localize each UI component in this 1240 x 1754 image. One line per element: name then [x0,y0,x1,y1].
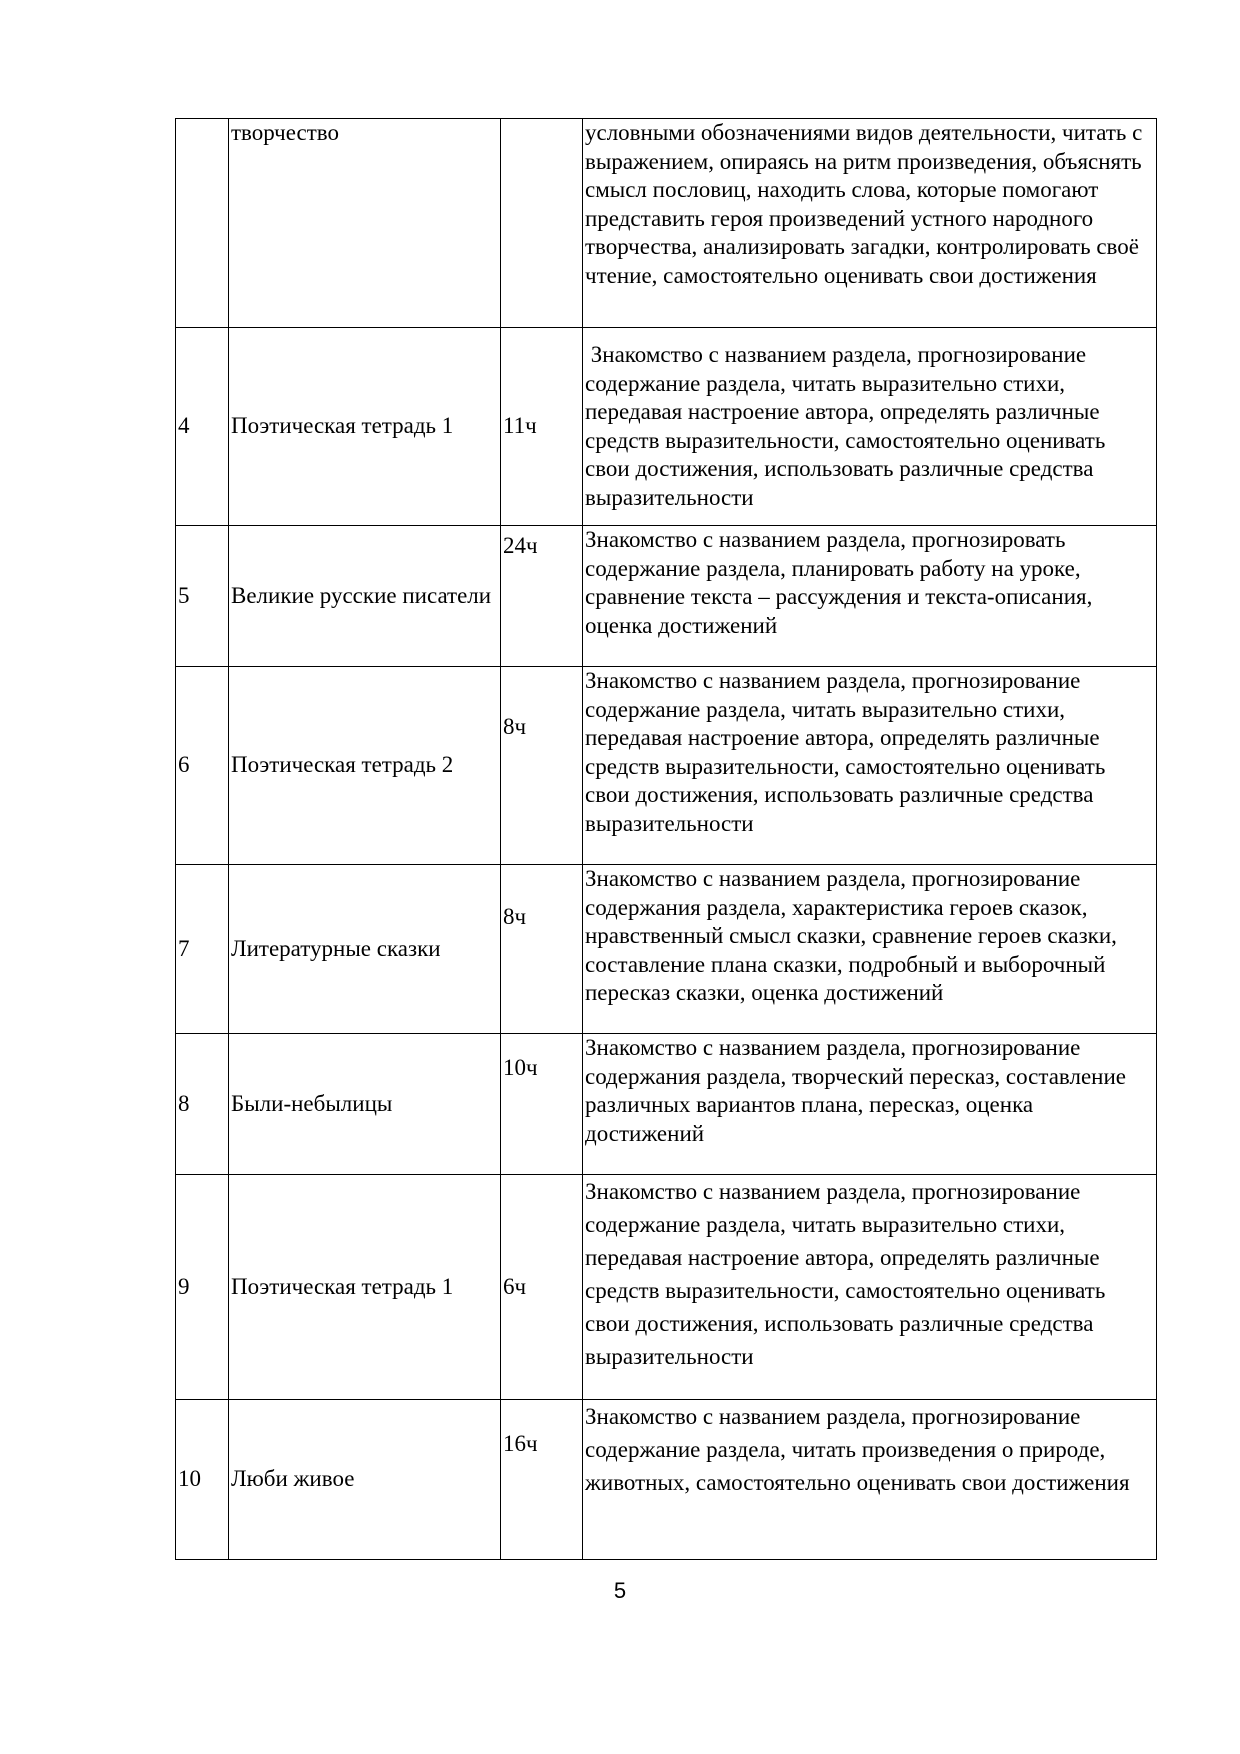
table-row [176,1175,1157,1400]
section-title: Были-небылицы [229,1034,501,1175]
section-hours: 11ч [501,328,583,526]
row-number: 4 [176,328,229,526]
section-description: Знакомство с названием раздела, прогнозирование содержание раздела, читать выразительно стихи, передавая настроение автора, определять различные средств выразительности, самостоятельно оценивать свои достижения, использовать различные средства выразительности [583,328,1157,526]
section-title: Поэтическая тетрадь 1 [229,328,501,526]
section-hours: 8ч [501,865,583,1034]
section-description: Знакомство с названием раздела, прогнозирование содержание раздела, читать выразительно стихи, передавая настроение автора, определять различные средств выразительности, самостоятельно оценивать свои достижения, использовать различные средства выразительности [583,667,1157,865]
table-row [176,1400,1157,1560]
section-title: Поэтическая тетрадь 1 [229,1175,501,1400]
section-title: Великие русские писатели [229,526,501,667]
section-description: Знакомство с названием раздела, прогнозирование содержание раздела, читать произведения о природе, животных, самостоятельно оценивать свои достижения [583,1400,1157,1560]
table-row [176,1034,1157,1175]
row-number: 8 [176,1034,229,1175]
table-row [176,526,1157,667]
row-number: 7 [176,865,229,1034]
section-description: Знакомство с названием раздела, прогнозирование содержания раздела, характеристика героев сказок, нравственный смысл сказки, сравнение героев сказки, составление плана сказки, подробный и выборочный пересказ сказки, оценка достижений [583,865,1157,1034]
curriculum-table [175,118,1157,1560]
table-row [176,328,1157,526]
section-description: условными обозначениями видов деятельности, читать с выражением, опираясь на ритм произведения, объяснять смысл пословиц, находить слова, которые помогают представить героя произведений устного народного творчества, анализировать загадки, контролировать своё чтение, самостоятельно оценивать свои достижения [583,119,1157,328]
row-number: 5 [176,526,229,667]
page-number: 5 [613,1578,627,1603]
section-description: Знакомство с названием раздела, прогнозирование содержание раздела, читать выразительно стихи, передавая настроение автора, определять различные средств выразительности, самостоятельно оценивать свои достижения, использовать различные средства выразительности [583,1175,1157,1400]
section-title: Литературные сказки [229,865,501,1034]
section-title: Поэтическая тетрадь 2 [229,667,501,865]
section-hours: 24ч [501,526,583,667]
section-hours: 16ч [501,1400,583,1560]
table-row [176,119,1157,328]
section-hours: 6ч [501,1175,583,1400]
section-hours [501,119,583,328]
row-number: 10 [176,1400,229,1560]
section-title: Люби живое [229,1400,501,1560]
section-title: творчество [229,119,501,328]
row-number: 9 [176,1175,229,1400]
row-number: 6 [176,667,229,865]
section-hours: 10ч [501,1034,583,1175]
section-description: Знакомство с названием раздела, прогнозировать содержание раздела, планировать работу на уроке, сравнение текста – рассуждения и текста-описания, оценка достижений [583,526,1157,667]
section-hours: 8ч [501,667,583,865]
row-number [176,119,229,328]
table-row [176,667,1157,865]
table-row [176,865,1157,1034]
section-description: Знакомство с названием раздела, прогнозирование содержания раздела, творческий пересказ, составление различных вариантов плана, пересказ, оценка достижений [583,1034,1157,1175]
